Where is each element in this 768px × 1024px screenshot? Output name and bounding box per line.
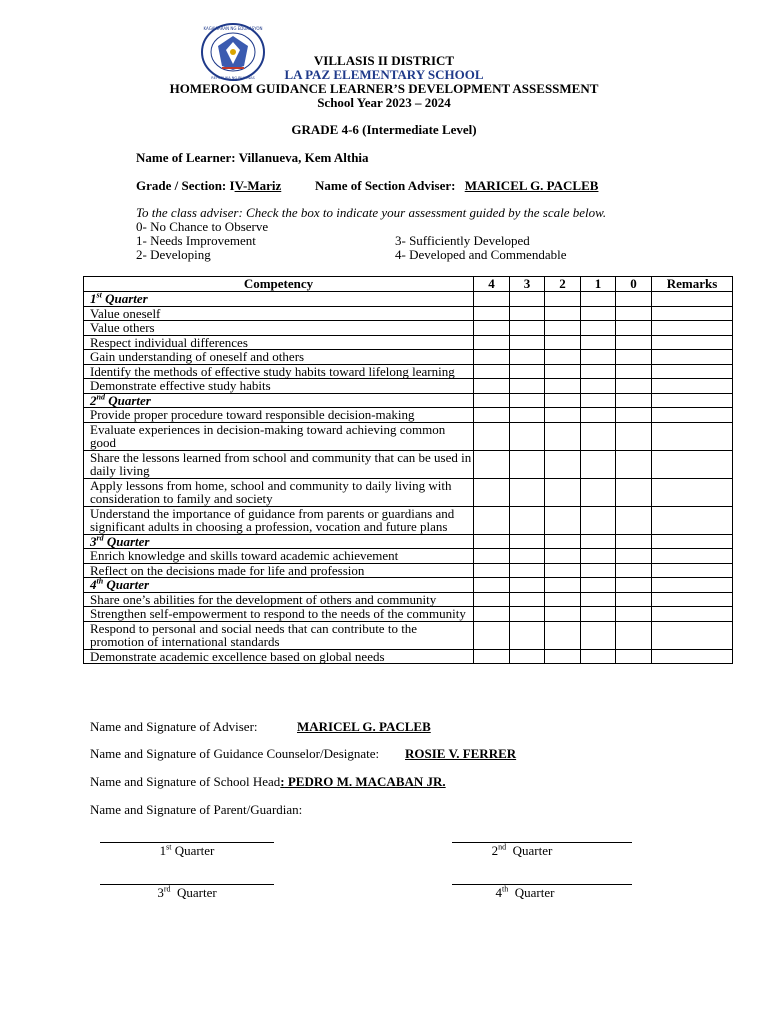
remarks-cell[interactable] (652, 478, 733, 506)
sig-head-label: Name and Signature of School Head (90, 774, 281, 789)
score-2-checkbox[interactable] (545, 321, 581, 336)
score-0-checkbox[interactable] (616, 607, 652, 622)
remarks-cell[interactable] (652, 350, 733, 365)
quarter-row (84, 292, 733, 307)
table-row (84, 649, 733, 664)
quarter-blank-cell (474, 578, 510, 593)
score-0-checkbox[interactable] (616, 506, 652, 534)
competency-cell: Gain understanding of oneself and others (84, 350, 474, 365)
score-3-checkbox[interactable] (510, 408, 545, 423)
remarks-cell[interactable] (652, 408, 733, 423)
grade-level: GRADE 4-6 (Intermediate Level) (291, 122, 477, 137)
scale-1: 1- Needs Improvement (136, 233, 256, 248)
remarks-cell[interactable] (652, 321, 733, 336)
score-0-checkbox[interactable] (616, 364, 652, 379)
quarter-row (84, 393, 733, 408)
competency-cell: Respect individual differences (84, 335, 474, 350)
score-4-checkbox[interactable] (474, 321, 510, 336)
score-1-checkbox[interactable] (581, 306, 616, 321)
sig-counselor-value: ROSIE V. FERRER (405, 746, 517, 761)
parent-sig-q1-label: 1st Quarter (159, 842, 215, 858)
score-1-checkbox[interactable] (581, 649, 616, 664)
score-3-checkbox[interactable] (510, 549, 545, 564)
quarter-blank-cell (510, 292, 545, 307)
table-row (84, 379, 733, 394)
score-4-checkbox[interactable] (474, 506, 510, 534)
table-row (84, 621, 733, 649)
sig-head-value: PEDRO M. MACABAN JR. (284, 774, 446, 789)
document-title: HOMEROOM GUIDANCE LEARNER’S DEVELOPMENT ASSESSMENT (169, 81, 599, 96)
competency-cell: Evaluate experiences in decision-making toward achieving common good (84, 422, 474, 450)
score-3-checkbox[interactable] (510, 607, 545, 622)
sig-counselor-label: Name and Signature of Guidance Counselor/Designate: (90, 746, 380, 761)
seal-bottom-text: REPUBLIKA NG PILIPINAS (211, 76, 255, 80)
score-4-checkbox[interactable] (474, 306, 510, 321)
score-3-checkbox[interactable] (510, 379, 545, 394)
school-year: School Year 2023 – 2024 (317, 95, 451, 110)
score-1-checkbox[interactable] (581, 335, 616, 350)
score-3-checkbox[interactable] (510, 422, 545, 450)
table-row (84, 350, 733, 365)
score-2-checkbox[interactable] (545, 379, 581, 394)
remarks-cell[interactable] (652, 335, 733, 350)
score-0-checkbox[interactable] (616, 350, 652, 365)
score-0-checkbox[interactable] (616, 379, 652, 394)
quarter-blank-cell (510, 578, 545, 593)
quarter-blank-cell (545, 578, 581, 593)
competency-cell: Identify the methods of effective study habits toward lifelong learning (84, 364, 474, 379)
score-3-checkbox[interactable] (510, 450, 545, 478)
sig-adviser-label: Name and Signature of Adviser: (90, 719, 258, 734)
competency-cell: Demonstrate academic excellence based on global needs (84, 649, 474, 664)
quarter-blank-cell (616, 393, 652, 408)
score-0-checkbox[interactable] (616, 408, 652, 423)
score-3-checkbox[interactable] (510, 306, 545, 321)
score-0-checkbox[interactable] (616, 592, 652, 607)
score-0-checkbox[interactable] (616, 422, 652, 450)
quarter-label: 1st Quarter (84, 292, 474, 307)
quarter-blank-cell (581, 534, 616, 549)
score-2-checkbox[interactable] (545, 607, 581, 622)
table-row (84, 321, 733, 336)
table-body (84, 292, 733, 664)
quarter-row (84, 534, 733, 549)
score-4-checkbox[interactable] (474, 422, 510, 450)
score-3-checkbox[interactable] (510, 592, 545, 607)
score-3-checkbox[interactable] (510, 364, 545, 379)
scale-4: 4- Developed and Commendable (395, 247, 567, 262)
score-0-checkbox[interactable] (616, 321, 652, 336)
quarter-blank-cell (616, 534, 652, 549)
remarks-cell[interactable] (652, 364, 733, 379)
parent-sig-q4-label: 4th Quarter (495, 884, 555, 900)
score-3-checkbox[interactable] (510, 478, 545, 506)
instructions-text: To the class adviser: Check the box to indicate your assessment guided by the scale below. (136, 205, 607, 220)
score-1-checkbox[interactable] (581, 592, 616, 607)
header-competency: Competency (84, 277, 474, 292)
table-row (84, 422, 733, 450)
competency-cell: Value oneself (84, 306, 474, 321)
table-row (84, 335, 733, 350)
grade-section-prefix: I (229, 178, 235, 193)
header-0: 0 (616, 277, 652, 292)
score-1-checkbox[interactable] (581, 408, 616, 423)
score-1-checkbox[interactable] (581, 422, 616, 450)
remarks-cell[interactable] (652, 379, 733, 394)
score-2-checkbox[interactable] (545, 335, 581, 350)
competency-cell: Strengthen self-empowerment to respond to the needs of the community (84, 607, 474, 622)
table-row (84, 506, 733, 534)
score-4-checkbox[interactable] (474, 592, 510, 607)
learner-name-label: Name of Learner: (136, 150, 236, 165)
quarter-blank-cell (581, 292, 616, 307)
competency-cell: Enrich knowledge and skills toward academic achievement (84, 549, 474, 564)
remarks-cell[interactable] (652, 422, 733, 450)
sig-head-colon: : (280, 774, 285, 789)
scale-3: 3- Sufficiently Developed (395, 233, 530, 248)
remarks-cell[interactable] (652, 549, 733, 564)
score-0-checkbox[interactable] (616, 450, 652, 478)
score-2-checkbox[interactable] (545, 563, 581, 578)
learner-name-line (136, 151, 369, 165)
score-4-checkbox[interactable] (474, 478, 510, 506)
school-name: LA PAZ ELEMENTARY SCHOOL (284, 67, 484, 82)
score-1-checkbox[interactable] (581, 379, 616, 394)
grade-section-line (136, 179, 281, 193)
score-0-checkbox[interactable] (616, 549, 652, 564)
district-name: VILLASIS II DISTRICT (313, 53, 455, 68)
score-3-checkbox[interactable] (510, 621, 545, 649)
score-2-checkbox[interactable] (545, 422, 581, 450)
remarks-cell[interactable] (652, 592, 733, 607)
score-1-checkbox[interactable] (581, 350, 616, 365)
score-1-checkbox[interactable] (581, 506, 616, 534)
score-2-checkbox[interactable] (545, 592, 581, 607)
score-0-checkbox[interactable] (616, 563, 652, 578)
quarter-blank-cell (545, 292, 581, 307)
score-4-checkbox[interactable] (474, 379, 510, 394)
score-4-checkbox[interactable] (474, 408, 510, 423)
competency-cell: Share the lessons learned from school and community that can be used in daily living (84, 450, 474, 478)
score-3-checkbox[interactable] (510, 350, 545, 365)
score-0-checkbox[interactable] (616, 478, 652, 506)
score-2-checkbox[interactable] (545, 364, 581, 379)
sig-adviser-value: MARICEL G. PACLEB (297, 719, 431, 734)
competency-cell: Reflect on the decisions made for life and profession (84, 563, 474, 578)
table-row (84, 563, 733, 578)
grade-section-label: Grade / Section: (136, 178, 230, 193)
score-3-checkbox[interactable] (510, 563, 545, 578)
competency-cell: Understand the importance of guidance from parents or guardians and significant adults in choosing a profession, vocation and future plans (84, 506, 474, 534)
header-remarks: Remarks (652, 277, 733, 292)
adviser-line (315, 179, 598, 193)
scale-0: 0- No Chance to Observe (136, 219, 269, 234)
parent-sig-q2-label: 2nd Quarter (491, 842, 553, 858)
score-0-checkbox[interactable] (616, 649, 652, 664)
score-1-checkbox[interactable] (581, 549, 616, 564)
learner-name-value: Villanueva, Kem Althia (238, 150, 369, 165)
score-2-checkbox[interactable] (545, 350, 581, 365)
score-2-checkbox[interactable] (545, 306, 581, 321)
score-4-checkbox[interactable] (474, 450, 510, 478)
quarter-blank-cell (616, 292, 652, 307)
score-2-checkbox[interactable] (545, 506, 581, 534)
remarks-cell[interactable] (652, 563, 733, 578)
quarter-blank-cell (545, 534, 581, 549)
remarks-cell[interactable] (652, 649, 733, 664)
quarter-blank-cell (474, 534, 510, 549)
score-3-checkbox[interactable] (510, 506, 545, 534)
quarter-blank-cell (652, 393, 733, 408)
remarks-cell[interactable] (652, 450, 733, 478)
quarter-blank-cell (474, 292, 510, 307)
table-header-row (84, 277, 733, 292)
competency-cell: Value others (84, 321, 474, 336)
table-row (84, 408, 733, 423)
competency-cell: Demonstrate effective study habits (84, 379, 474, 394)
score-1-checkbox[interactable] (581, 478, 616, 506)
score-2-checkbox[interactable] (545, 450, 581, 478)
competency-cell: Respond to personal and social needs that can contribute to the promotion of international standards (84, 621, 474, 649)
score-1-checkbox[interactable] (581, 621, 616, 649)
sig-parent-label: Name and Signature of Parent/Guardian: (90, 802, 303, 817)
table-row (84, 450, 733, 478)
parent-sig-q3-label: 3rd Quarter (157, 884, 217, 900)
quarter-blank-cell (581, 578, 616, 593)
score-1-checkbox[interactable] (581, 450, 616, 478)
score-4-checkbox[interactable] (474, 549, 510, 564)
quarter-blank-cell (581, 393, 616, 408)
score-1-checkbox[interactable] (581, 321, 616, 336)
table-row (84, 607, 733, 622)
score-0-checkbox[interactable] (616, 335, 652, 350)
score-2-checkbox[interactable] (545, 549, 581, 564)
table-row (84, 306, 733, 321)
adviser-value: MARICEL G. PACLEB (464, 178, 599, 193)
score-3-checkbox[interactable] (510, 335, 545, 350)
score-1-checkbox[interactable] (581, 607, 616, 622)
score-4-checkbox[interactable] (474, 350, 510, 365)
adviser-label: Name of Section Adviser: (315, 178, 456, 193)
remarks-cell[interactable] (652, 607, 733, 622)
quarter-blank-cell (652, 292, 733, 307)
quarter-blank-cell (474, 393, 510, 408)
quarter-blank-cell (510, 534, 545, 549)
header-4: 4 (474, 277, 510, 292)
quarter-blank-cell (652, 578, 733, 593)
sig-head-line (90, 775, 446, 789)
score-4-checkbox[interactable] (474, 621, 510, 649)
score-0-checkbox[interactable] (616, 306, 652, 321)
score-4-checkbox[interactable] (474, 649, 510, 664)
header-3: 3 (510, 277, 545, 292)
table-row (84, 592, 733, 607)
competency-cell: Provide proper procedure toward responsible decision-making (84, 408, 474, 423)
score-4-checkbox[interactable] (474, 335, 510, 350)
competency-cell: Share one’s abilities for the development of others and community (84, 592, 474, 607)
header-1: 1 (581, 277, 616, 292)
quarter-label: 2nd Quarter (84, 393, 474, 408)
grade-section-value: V-Mariz (234, 178, 282, 193)
table-row (84, 364, 733, 379)
competency-cell: Apply lessons from home, school and community to daily living with consideration to family and society (84, 478, 474, 506)
competency-table (83, 276, 733, 664)
score-4-checkbox[interactable] (474, 563, 510, 578)
score-3-checkbox[interactable] (510, 321, 545, 336)
remarks-cell[interactable] (652, 306, 733, 321)
table-row (84, 478, 733, 506)
quarter-blank-cell (510, 393, 545, 408)
remarks-cell[interactable] (652, 506, 733, 534)
quarter-blank-cell (545, 393, 581, 408)
score-2-checkbox[interactable] (545, 408, 581, 423)
quarter-blank-cell (616, 578, 652, 593)
table-row (84, 549, 733, 564)
score-0-checkbox[interactable] (616, 621, 652, 649)
score-4-checkbox[interactable] (474, 607, 510, 622)
scale-2: 2- Developing (136, 247, 211, 262)
score-2-checkbox[interactable] (545, 621, 581, 649)
seal-top-text: KAGAWARAN NG EDUKASYON (203, 26, 263, 31)
score-1-checkbox[interactable] (581, 563, 616, 578)
quarter-blank-cell (652, 534, 733, 549)
quarter-row (84, 578, 733, 593)
quarter-label: 4th Quarter (84, 578, 474, 593)
score-3-checkbox[interactable] (510, 649, 545, 664)
quarter-label: 3rd Quarter (84, 534, 474, 549)
remarks-cell[interactable] (652, 621, 733, 649)
header-2: 2 (545, 277, 581, 292)
score-1-checkbox[interactable] (581, 364, 616, 379)
score-2-checkbox[interactable] (545, 649, 581, 664)
score-2-checkbox[interactable] (545, 478, 581, 506)
score-4-checkbox[interactable] (474, 364, 510, 379)
